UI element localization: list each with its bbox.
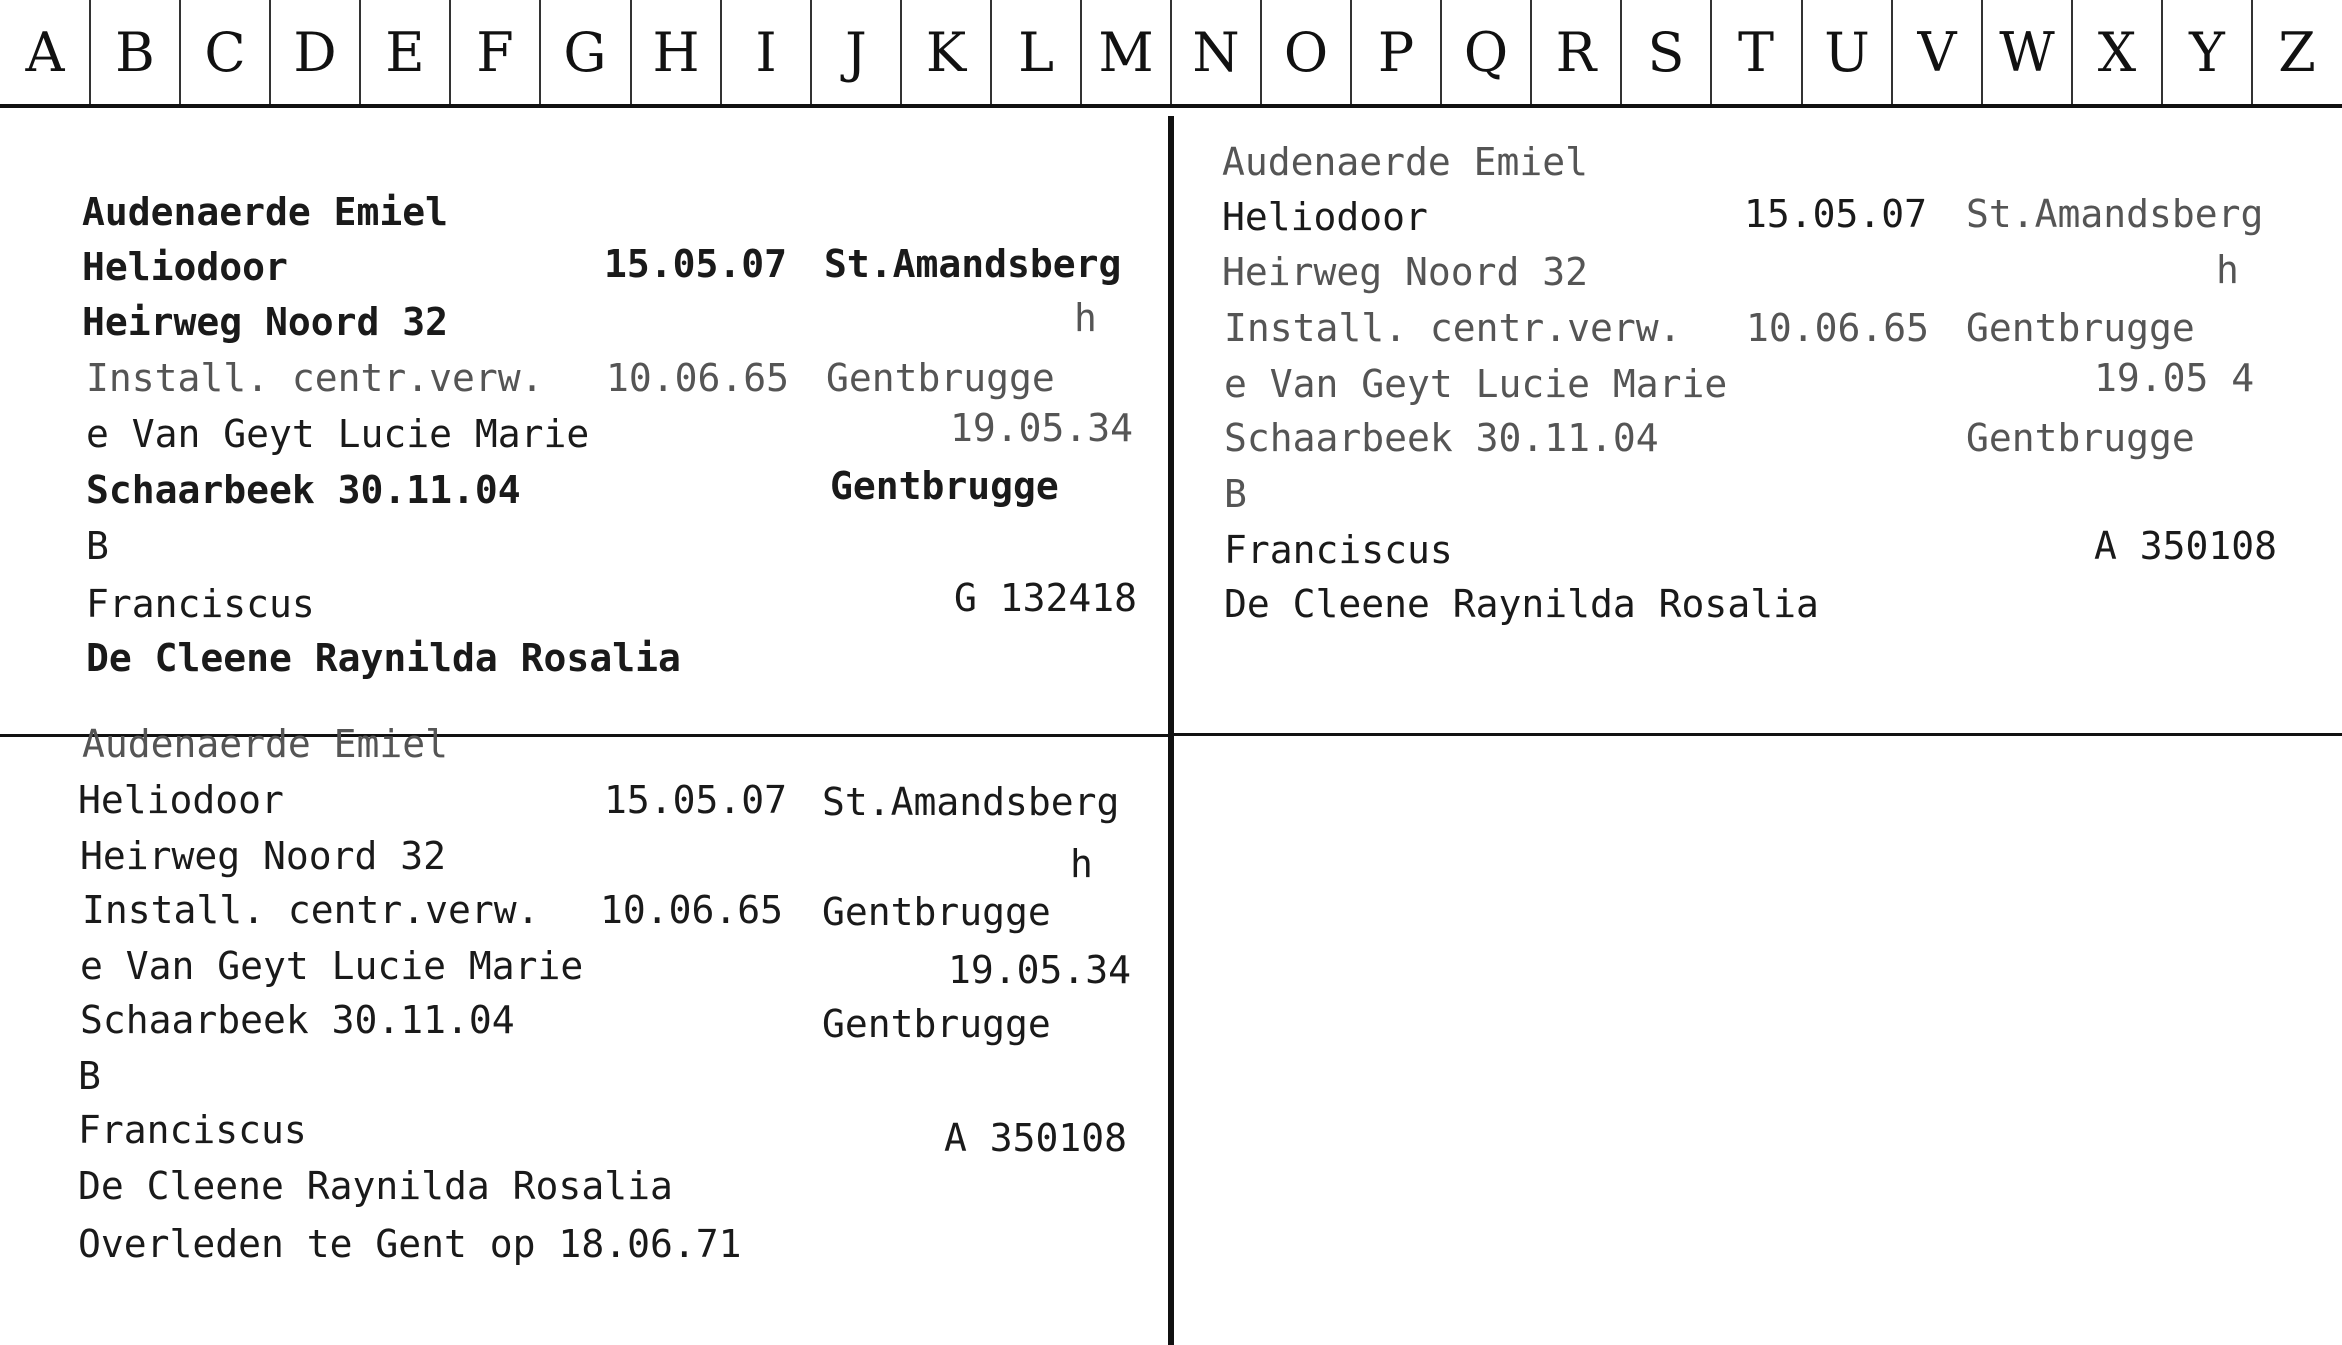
card-birth-date: 15.05.07 xyxy=(1744,192,1928,236)
card-address: Heirweg Noord 32 xyxy=(80,834,447,878)
alphabet-divider xyxy=(1440,0,1442,104)
alphabet-divider xyxy=(1260,0,1262,104)
card-birth-place: St.Amandsberg xyxy=(824,242,1122,286)
alphabet-divider xyxy=(1530,0,1532,104)
card-marriage-date: 10.06.65 xyxy=(606,356,790,400)
card-mother: De Cleene Raynilda Rosalia xyxy=(1224,582,1819,626)
alphabet-letter-o: O xyxy=(1283,20,1329,84)
card-spouse-place: Gentbrugge xyxy=(822,1002,1051,1046)
card-h-mark: h xyxy=(1070,842,1093,886)
index-card-bottom-left xyxy=(0,712,1168,1345)
alphabet-letter-g: G xyxy=(563,20,607,84)
alphabet-divider xyxy=(630,0,632,104)
alphabet-divider xyxy=(810,0,812,104)
alphabet-letter-z: Z xyxy=(2278,20,2316,84)
card-marriage-place: Gentbrugge xyxy=(826,356,1055,400)
alphabet-letter-h: H xyxy=(652,20,700,84)
alphabet-divider xyxy=(1710,0,1712,104)
alphabet-divider xyxy=(1620,0,1622,104)
card-spouse-birth: Schaarbeek 30.11.04 xyxy=(1224,416,1659,460)
card-letter: B xyxy=(1224,472,1247,516)
alphabet-divider xyxy=(179,0,181,104)
alphabet-letter-d: D xyxy=(293,20,337,84)
card-spouse-birth: Schaarbeek 30.11.04 xyxy=(80,998,515,1042)
card-mother: De Cleene Raynilda Rosalia xyxy=(78,1164,673,1208)
card-spouse-date: 19.05.34 xyxy=(950,406,1134,450)
alphabet-letter-u: U xyxy=(1824,20,1870,84)
card-letter: B xyxy=(86,524,109,568)
alphabet-divider xyxy=(1981,0,1983,104)
alphabet-strip-rule xyxy=(0,104,2342,108)
horizontal-card-divider-right xyxy=(1174,733,2342,736)
alphabet-divider xyxy=(269,0,271,104)
card-h-mark: h xyxy=(2216,248,2239,292)
alphabet-divider xyxy=(449,0,451,104)
card-father: Franciscus xyxy=(86,582,315,626)
alphabet-letter-i: I xyxy=(755,20,777,84)
alphabet-divider xyxy=(900,0,902,104)
alphabet-divider xyxy=(2071,0,2073,104)
card-spouse-date: 19.05 4 xyxy=(2094,356,2255,400)
card-occupation: Install. centr.verw. xyxy=(1224,306,1682,350)
card-mother: De Cleene Raynilda Rosalia xyxy=(86,636,681,680)
card-spouse: e Van Geyt Lucie Marie xyxy=(86,412,590,456)
alphabet-divider xyxy=(359,0,361,104)
card-marriage-place: Gentbrugge xyxy=(822,890,1051,934)
card-father: Franciscus xyxy=(1224,528,1453,572)
card-first-name: Heliodoor xyxy=(1222,195,1428,239)
alphabet-letter-j: J xyxy=(845,20,867,84)
card-spouse: e Van Geyt Lucie Marie xyxy=(80,944,584,988)
alphabet-letter-e: E xyxy=(385,20,425,84)
alphabet-divider xyxy=(1801,0,1803,104)
card-letter: B xyxy=(78,1054,101,1098)
card-birth-place: St.Amandsberg xyxy=(822,780,1120,824)
card-marriage-date: 10.06.65 xyxy=(600,888,784,932)
alphabet-divider xyxy=(539,0,541,104)
alphabet-letter-l: L xyxy=(1018,20,1054,84)
card-spouse: e Van Geyt Lucie Marie xyxy=(1224,362,1728,406)
card-marriage-place: Gentbrugge xyxy=(1966,306,2195,350)
alphabet-letter-n: N xyxy=(1192,20,1240,84)
card-address: Heirweg Noord 32 xyxy=(82,300,449,344)
alphabet-letter-k: K xyxy=(925,20,967,84)
alphabet-index-strip xyxy=(0,0,2342,104)
alphabet-letter-w: W xyxy=(1999,20,2055,84)
card-marriage-date: 10.06.65 xyxy=(1746,306,1930,350)
alphabet-divider xyxy=(2251,0,2253,104)
alphabet-divider xyxy=(1080,0,1082,104)
alphabet-divider xyxy=(720,0,722,104)
card-birth-place: St.Amandsberg xyxy=(1966,192,2264,236)
card-first-name: Heliodoor xyxy=(78,778,284,822)
card-name: Audenaerde Emiel xyxy=(82,722,449,766)
card-h-mark: h xyxy=(1074,296,1097,340)
card-first-name: Heliodoor xyxy=(82,245,288,289)
card-spouse-place: Gentbrugge xyxy=(1966,416,2195,460)
index-card-top-right xyxy=(1174,110,2342,733)
card-number: G 132418 xyxy=(954,576,1138,620)
card-name: Audenaerde Emiel xyxy=(1222,140,1589,184)
alphabet-letter-p: P xyxy=(1377,20,1415,84)
card-number: A 350108 xyxy=(944,1116,1128,1160)
card-note: Overleden te Gent op 18.06.71 xyxy=(78,1222,742,1266)
alphabet-divider xyxy=(89,0,91,104)
alphabet-letter-r: R xyxy=(1555,20,1597,84)
alphabet-letter-f: F xyxy=(476,20,514,84)
card-spouse-place: Gentbrugge xyxy=(830,464,1059,508)
alphabet-letter-x: X xyxy=(2097,20,2137,84)
card-name: Audenaerde Emiel xyxy=(82,190,449,234)
card-address: Heirweg Noord 32 xyxy=(1222,250,1589,294)
alphabet-letter-a: A xyxy=(25,20,65,84)
alphabet-divider xyxy=(990,0,992,104)
alphabet-divider xyxy=(1350,0,1352,104)
alphabet-letter-m: M xyxy=(1098,20,1154,84)
card-occupation: Install. centr.verw. xyxy=(86,356,544,400)
alphabet-letter-t: T xyxy=(1737,20,1775,84)
alphabet-letter-c: C xyxy=(204,20,246,84)
alphabet-letter-s: S xyxy=(1647,20,1685,84)
alphabet-letter-y: Y xyxy=(2189,20,2225,84)
card-father: Franciscus xyxy=(78,1108,307,1152)
card-spouse-date: 19.05.34 xyxy=(948,948,1132,992)
alphabet-divider xyxy=(1891,0,1893,104)
alphabet-letter-v: V xyxy=(1917,20,1957,84)
card-birth-date: 15.05.07 xyxy=(604,242,788,286)
card-spouse-birth: Schaarbeek 30.11.04 xyxy=(86,468,521,512)
index-card-top-left xyxy=(0,110,1168,734)
alphabet-letter-b: B xyxy=(115,20,155,84)
card-birth-date: 15.05.07 xyxy=(604,778,788,822)
alphabet-divider xyxy=(1170,0,1172,104)
card-number: A 350108 xyxy=(2094,524,2278,568)
alphabet-divider xyxy=(2161,0,2163,104)
alphabet-letter-q: Q xyxy=(1463,20,1509,84)
card-occupation: Install. centr.verw. xyxy=(82,888,540,932)
